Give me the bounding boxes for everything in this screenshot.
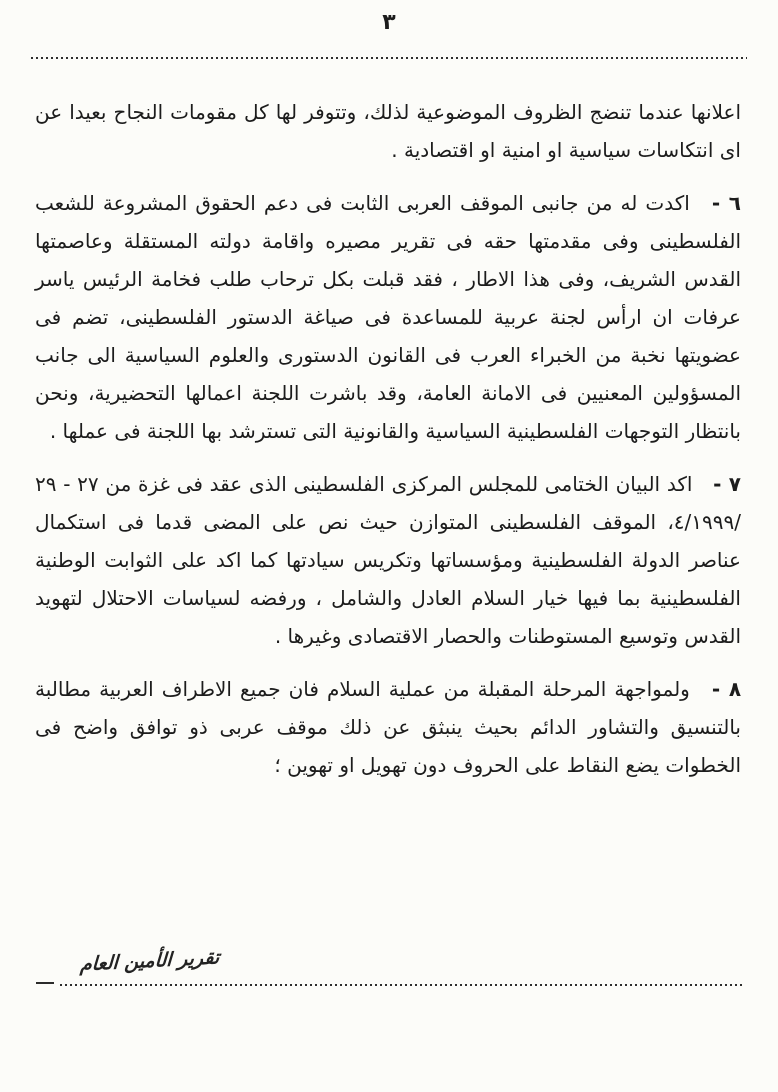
- list-item-6: [35, 184, 741, 450]
- footer-divider: [60, 984, 745, 986]
- paragraph-text: اعلانها عندما تنضج الظروف الموضوعية لذلك، وتتوفر لها كل مقومات النجاح بعيدا عن اى انتكاسات سياسية او امنية او اقتصادية .: [35, 100, 741, 162]
- list-item-8: [35, 670, 741, 784]
- page-number: ٣: [382, 10, 396, 35]
- item-text: ولمواجهة المرحلة المقبلة من عملية السلام فان جميع الاطراف العربية مطالبة بالتنسيق والتشاور الدائم بحيث ينبثق عن ذلك موقف عربى ذو توافق واضح فى الخطوات يضع النقاط على الحروف دون تهويل او تهوين ؛: [35, 677, 741, 777]
- item-text: اكدت له من جانبى الموقف العربى الثابت فى دعم الحقوق المشروعة للشعب الفلسطينى وفى مقدمتها حقه فى تقرير مصيره واقامة دولته المستقلة وعاصمتها القدس الشريف، وفى هذا الاطار ، فقد قبلت بكل ترحاب طلب فخامة الرئيس ياسر عرفات ان ارأس لجنة عربية للمساعدة فى صياغة الدستور الفلسطينى، تضم فى عضويتها نخبة من الخبراء العرب فى القانون الدستورى والعلوم السياسية الى جانب المسؤولين المعنيين فى الامانة العامة، وقد باشرت اللجنة اعمالها التحضيرية، ونحن بانتظار التوجهات الفلسطينية السياسية والقانونية التى تسترشد بها اللجنة فى عملها .: [35, 191, 741, 443]
- signature-handwriting: تقرير الأمين العام: [79, 946, 220, 976]
- document-body: [35, 93, 741, 799]
- paragraph-continuation: [35, 93, 741, 169]
- footer-dash: [36, 982, 54, 984]
- item-text: اكد البيان الختامى للمجلس المركزى الفلسطينى الذى عقد فى غزة من ٢٧ - ٢٩ /٤/١٩٩٩، الموقف الفلسطينى المتوازن حيث نص على المضى قدما فى استكمال عناصر الدولة الفلسطينية ومؤسساتها وتكريس سيادتها كما اكد على الثوابت الوطنية الفلسطينية بما فيها خيار السلام العادل والشامل ، ورفضه لسياسات الاحتلال لتهويد القدس وتوسيع المستوطنات والحصار الاقتصادى وغيرها .: [35, 472, 741, 648]
- list-item-7: [35, 465, 741, 655]
- item-number: ٧ -: [713, 472, 742, 496]
- item-number: ٦ -: [711, 191, 742, 215]
- top-divider: [31, 57, 747, 59]
- item-number: ٨ -: [711, 677, 742, 701]
